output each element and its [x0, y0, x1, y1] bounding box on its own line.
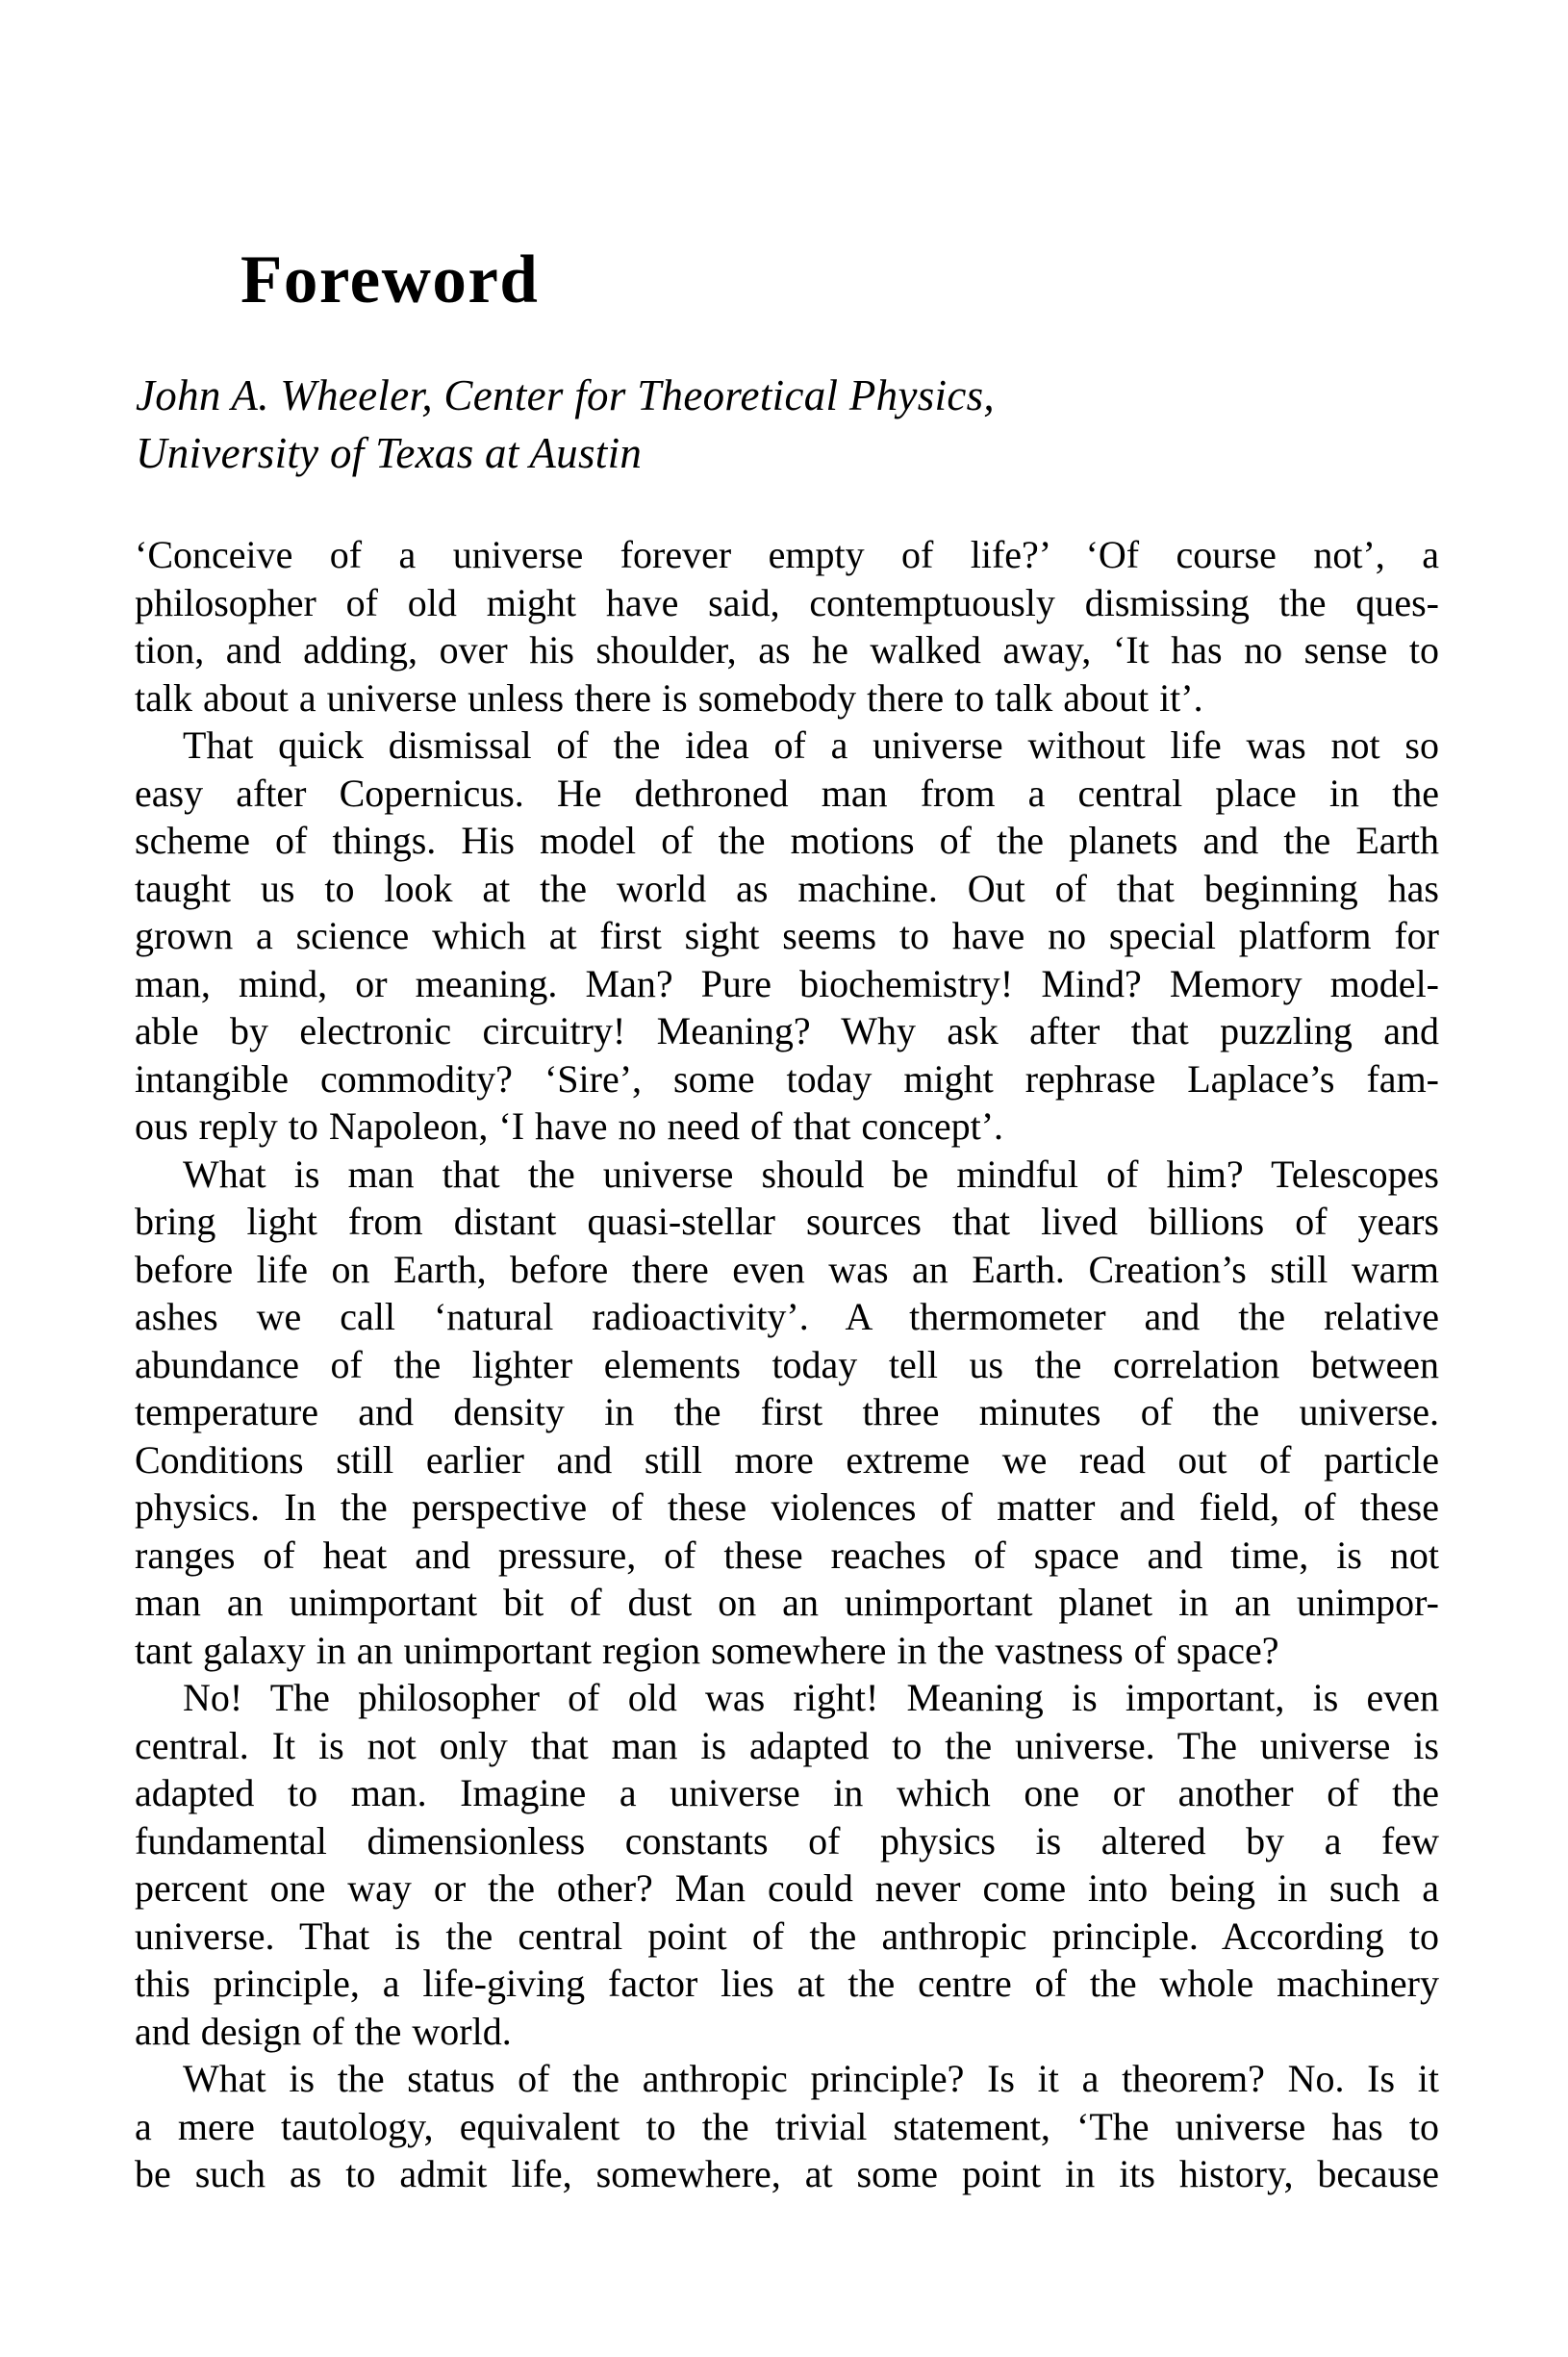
text-line: this principle, a life-giving factor lies at the centre of the whole machinery	[135, 1962, 1439, 2005]
paragraph-3	[135, 1151, 1439, 1675]
text-line: temperature and density in the first three minutes of the universe.	[135, 1390, 1439, 1433]
text-line: ashes we call ‘natural radioactivity’. A thermometer and the relative	[135, 1295, 1439, 1338]
text-line: What is man that the universe should be mindful of him? Telescopes	[183, 1152, 1439, 1196]
text-line: a mere tautology, equivalent to the trivial statement, ‘The universe has to	[135, 2104, 1439, 2148]
text-line: percent one way or the other? Man could never come into being in such a	[135, 1866, 1439, 1910]
text-line: ‘Conceive of a universe forever empty of life?’ ‘Of course not’, a	[135, 533, 1439, 576]
body-text	[135, 531, 1439, 2198]
text-line: scheme of things. His model of the motions of the planets and the Earth	[135, 819, 1439, 862]
paragraph-5	[135, 2055, 1439, 2198]
text-line: central. It is not only that man is adapted to the universe. The universe is	[135, 1723, 1439, 1767]
text-line: ranges of heat and pressure, of these reaches of space and time, is not	[135, 1533, 1439, 1577]
text-line: grown a science which at first sight seems to have no special platform for	[135, 914, 1439, 957]
text-line: intangible commodity? ‘Sire’, some today might rephrase Laplace’s fam-	[135, 1056, 1439, 1101]
paragraph-2	[135, 722, 1439, 1151]
paragraph-4	[135, 1674, 1439, 2055]
paragraph-1	[135, 531, 1439, 722]
text-line: before life on Earth, before there even was an Earth. Creation’s still warm	[135, 1247, 1439, 1291]
text-line: abundance of the lighter elements today tell us the correlation between	[135, 1342, 1439, 1386]
text-line: man, mind, or meaning. Man? Pure biochemistry! Mind? Memory model-	[135, 961, 1439, 1005]
text-line: universe. That is the central point of the anthropic principle. According to	[135, 1913, 1439, 1958]
author-affiliation	[136, 367, 995, 482]
author-line-1: John A. Wheeler, Center for Theoretical Physics,	[136, 371, 995, 419]
page-title: Foreword	[240, 242, 540, 317]
text-line: ous reply to Napoleon, ‘I have no need of that concept’.	[135, 1104, 1004, 1148]
text-line: talk about a universe unless there is somebody there to talk about it’.	[135, 675, 1203, 720]
text-line: easy after Copernicus. He dethroned man from a central place in the	[135, 771, 1439, 815]
text-line: man an unimportant bit of dust on an unimportant planet in an unimpor-	[135, 1581, 1439, 1624]
text-line: adapted to man. Imagine a universe in which one or another of the	[135, 1771, 1439, 1814]
text-line: and design of the world.	[135, 2009, 512, 2053]
text-line: bring light from distant quasi-stellar sources that lived billions of years	[135, 1200, 1439, 1243]
text-line: able by electronic circuitry! Meaning? Why ask after that puzzling and	[135, 1009, 1439, 1052]
text-line: taught us to look at the world as machine. Out of that beginning has	[135, 866, 1439, 910]
text-line: What is the status of the anthropic principle? Is it a theorem? No. Is it	[183, 2057, 1439, 2100]
text-line: Conditions still earlier and still more extreme we read out of particle	[135, 1437, 1439, 1482]
text-line: physics. In the perspective of these violences of matter and field, of these	[135, 1485, 1439, 1529]
text-line: fundamental dimensionless constants of physics is altered by a few	[135, 1818, 1439, 1863]
text-line: tion, and adding, over his shoulder, as he walked away, ‘It has no sense to	[135, 628, 1439, 672]
text-line: That quick dismissal of the idea of a universe without life was not so	[183, 723, 1439, 767]
text-line: No! The philosopher of old was right! Meaning is important, is even	[183, 1676, 1439, 1719]
author-line-2: University of Texas at Austin	[136, 429, 643, 477]
text-line: philosopher of old might have said, contemptuously dismissing the ques-	[135, 580, 1439, 624]
text-line: tant galaxy in an unimportant region somewhere in the vastness of space?	[135, 1628, 1279, 1672]
text-line: be such as to admit life, somewhere, at some point in its history, because	[135, 2152, 1439, 2195]
